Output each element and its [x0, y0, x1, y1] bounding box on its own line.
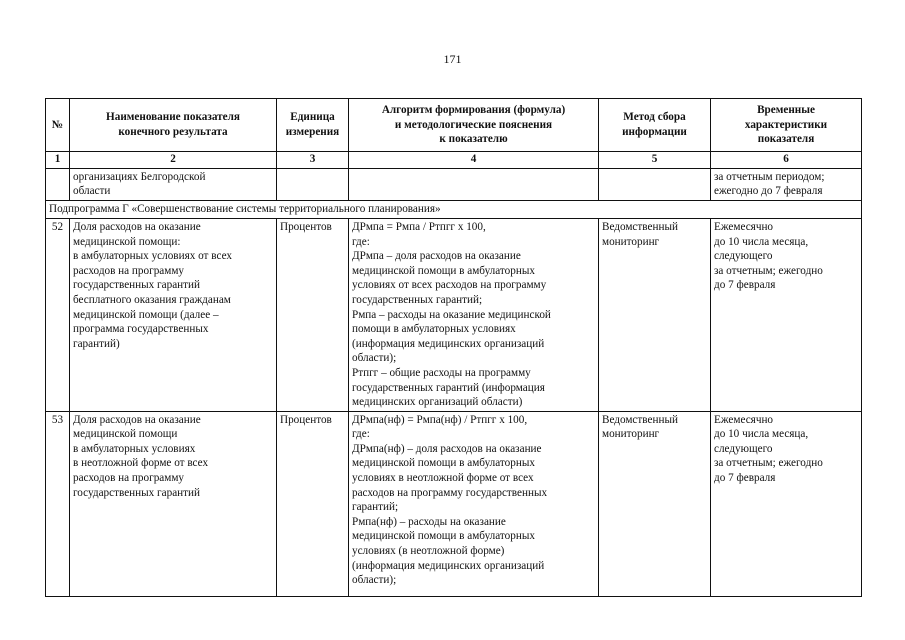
column-number: 1: [46, 151, 70, 168]
continuation-method-cell: [599, 168, 711, 200]
unit-of-measure: Процентов: [277, 411, 349, 596]
column-number: 4: [349, 151, 599, 168]
continuation-name-cell: организациях Белгородской области: [70, 168, 277, 200]
continuation-time-cell: за отчетным периодом; ежегодно до 7 февраля: [711, 168, 862, 200]
subprogram-row: [46, 200, 862, 218]
collection-method: Ведомственный мониторинг: [599, 411, 711, 596]
page-number: 171: [443, 52, 462, 66]
row-number: 53: [46, 411, 70, 596]
column-number: 6: [711, 151, 862, 168]
table-row: [46, 411, 862, 596]
unit-of-measure: Процентов: [277, 218, 349, 411]
table-row: [46, 218, 862, 411]
subprogram-title: Подпрограмма Г «Совершенствование системы территориального планирования»: [46, 200, 862, 218]
column-number: 5: [599, 151, 711, 168]
indicator-name: Доля расходов на оказание медицинской помощи в амбулаторных условиях в неотложной форме от всех расходов на программу государственных гарантий: [70, 411, 277, 596]
header-method: Метод сбора информации: [599, 99, 711, 152]
header-number: №: [46, 99, 70, 152]
algorithm-formula: ДРмпа(нф) = Рмпа(нф) / Ртпгг x 100, где: ДРмпа(нф) – доля расходов на оказание медицинской помощи в амбулаторных условиях в неотложной форме от всех расходов на программу государственных гарантий; Рмпа(нф) – расходы на оказание медицинской помощи в амбулаторных условиях (в неотложной форме) (информация медицинских организаций области);: [349, 411, 599, 596]
algorithm-formula: ДРмпа = Рмпа / Ртпгг x 100, где: ДРмпа – доля расходов на оказание медицинской помощи в амбулаторных условиях от всех расходов на программу государственных гарантий; Рмпа – расходы на оказание медицинской помощи в амбулаторных условиях (информация медицинских организаций области); Ртпгг – общие расходы на программу государственных гарантий (информация медицинских организаций области): [349, 218, 599, 411]
time-characteristics: Ежемесячно до 10 числа месяца, следующего за отчетным; ежегодно до 7 февраля: [711, 218, 862, 411]
row-number: 52: [46, 218, 70, 411]
continuation-num-cell: [46, 168, 70, 200]
column-number: 3: [277, 151, 349, 168]
indicators-table: [45, 98, 862, 597]
header-name: Наименование показателя конечного результата: [70, 99, 277, 152]
indicator-name: Доля расходов на оказание медицинской помощи: в амбулаторных условиях от всех расходов на программу государственных гарантий бесплатного оказания гражданам медицинской помощи (далее – программа государственных гарантий): [70, 218, 277, 411]
continuation-row: [46, 168, 862, 200]
column-numbers-row: [46, 151, 862, 168]
continuation-unit-cell: [277, 168, 349, 200]
continuation-algorithm-cell: [349, 168, 599, 200]
column-number: 2: [70, 151, 277, 168]
time-characteristics: Ежемесячно до 10 числа месяца, следующего за отчетным; ежегодно до 7 февраля: [711, 411, 862, 596]
collection-method: Ведомственный мониторинг: [599, 218, 711, 411]
header-algorithm: Алгоритм формирования (формула) и методологические пояснения к показателю: [349, 99, 599, 152]
header-time: Временные характеристики показателя: [711, 99, 862, 152]
table-header-row: [46, 99, 862, 152]
header-unit: Единица измерения: [277, 99, 349, 152]
